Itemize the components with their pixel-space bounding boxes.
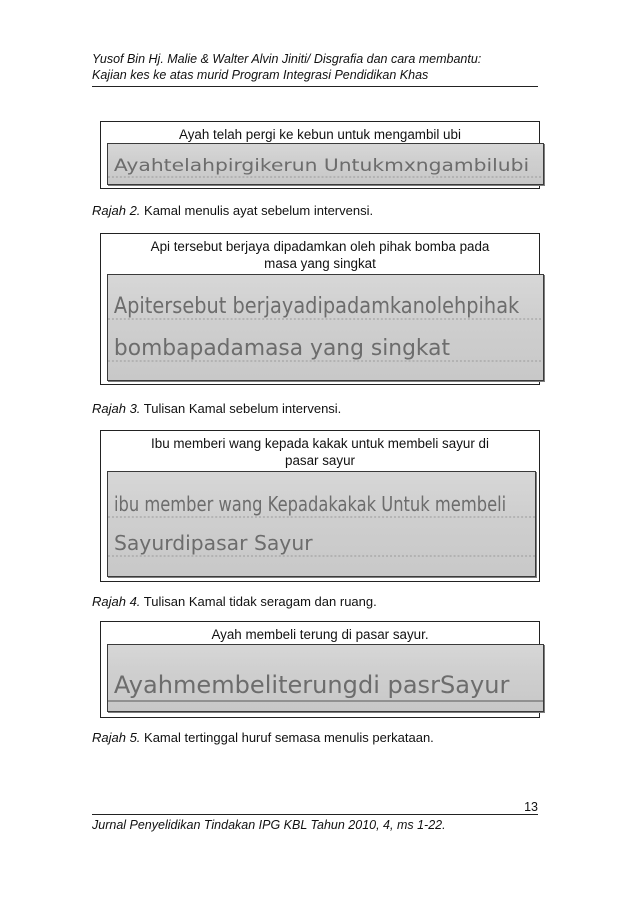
figure-5-box bbox=[100, 621, 540, 718]
figure-4-handwriting-photo bbox=[107, 471, 536, 577]
figure-3-sentence-line-2: masa yang singkat bbox=[264, 256, 376, 271]
figure-4-label: Rajah 4. bbox=[92, 594, 141, 609]
figure-3-handwriting-photo bbox=[107, 274, 544, 381]
figure-4-box bbox=[100, 430, 540, 582]
figure-3-handwriting-line-1: Apitersebut berjayadipadamkanolehpihak bbox=[113, 293, 520, 320]
figure-5-sentence: Ayah membeli terung di pasar sayur. bbox=[211, 627, 429, 642]
figure-2-sentence: Ayah telah pergi ke kebun untuk mengambil ubi bbox=[179, 127, 461, 142]
figure-3-label: Rajah 3. bbox=[92, 401, 141, 416]
figure-2-caption-text: Kamal menulis ayat sebelum intervensi. bbox=[140, 203, 374, 218]
figure-2-box bbox=[100, 121, 540, 189]
journal-footer: Jurnal Penyelidikan Tindakan IPG KBL Tahun 2010, 4, ms 1-22. bbox=[92, 818, 446, 832]
figure-3-handwriting-line-2: bombapadamasa yang singkat bbox=[113, 335, 451, 362]
figure-5-handwriting-svg bbox=[108, 645, 543, 711]
figure-3-sentence-line-1: Api tersebut berjaya dipadamkan oleh pihak bomba pada bbox=[150, 239, 490, 254]
figure-3-caption-text: Tulisan Kamal sebelum intervensi. bbox=[140, 401, 342, 416]
figure-2-handwriting-photo bbox=[107, 143, 544, 185]
figure-4-sentence-line-1: Ibu memberi wang kepada kakak untuk membeli sayur di bbox=[151, 436, 489, 451]
figure-4-caption bbox=[92, 594, 377, 609]
figure-5-handwriting-text: Ayahmembeliterungdi pasrSayur bbox=[113, 670, 510, 700]
figure-2-caption bbox=[92, 203, 373, 218]
footer-rule bbox=[92, 814, 538, 815]
figure-3-handwriting-svg bbox=[108, 275, 543, 380]
page-number: 13 bbox=[524, 800, 538, 814]
figure-5-label: Rajah 5. bbox=[92, 730, 141, 745]
figure-2-label: Rajah 2. bbox=[92, 203, 141, 218]
figure-4-caption-text: Tulisan Kamal tidak seragam dan ruang. bbox=[140, 594, 377, 609]
running-header-authors: Yusof Bin Hj. Malie & Walter Alvin Jiniti/ Disgrafia dan cara membantu: bbox=[92, 52, 482, 66]
figure-5-caption-text: Kamal tertinggal huruf semasa menulis perkataan. bbox=[140, 730, 434, 745]
figure-4-handwriting-line-1: ibu member wang Kepadakakak Untuk membeli bbox=[113, 492, 507, 517]
header-rule bbox=[92, 86, 538, 87]
figure-2-handwriting-text: Ayahtelahpirgikerun Untukmxngambilubi bbox=[113, 154, 530, 176]
figure-4-handwriting-svg bbox=[108, 472, 535, 576]
figure-3-caption bbox=[92, 401, 341, 416]
figure-5-caption bbox=[92, 730, 434, 745]
figure-4-handwriting-line-2: Sayurdipasar Sayur bbox=[113, 531, 314, 556]
figure-3-box bbox=[100, 233, 540, 385]
figure-5-handwriting-photo bbox=[107, 644, 544, 712]
figure-4-sentence-line-2: pasar sayur bbox=[285, 453, 355, 468]
running-header-title: Kajian kes ke atas murid Program Integrasi Pendidikan Khas bbox=[92, 68, 429, 82]
figure-2-handwriting-svg bbox=[108, 144, 543, 184]
